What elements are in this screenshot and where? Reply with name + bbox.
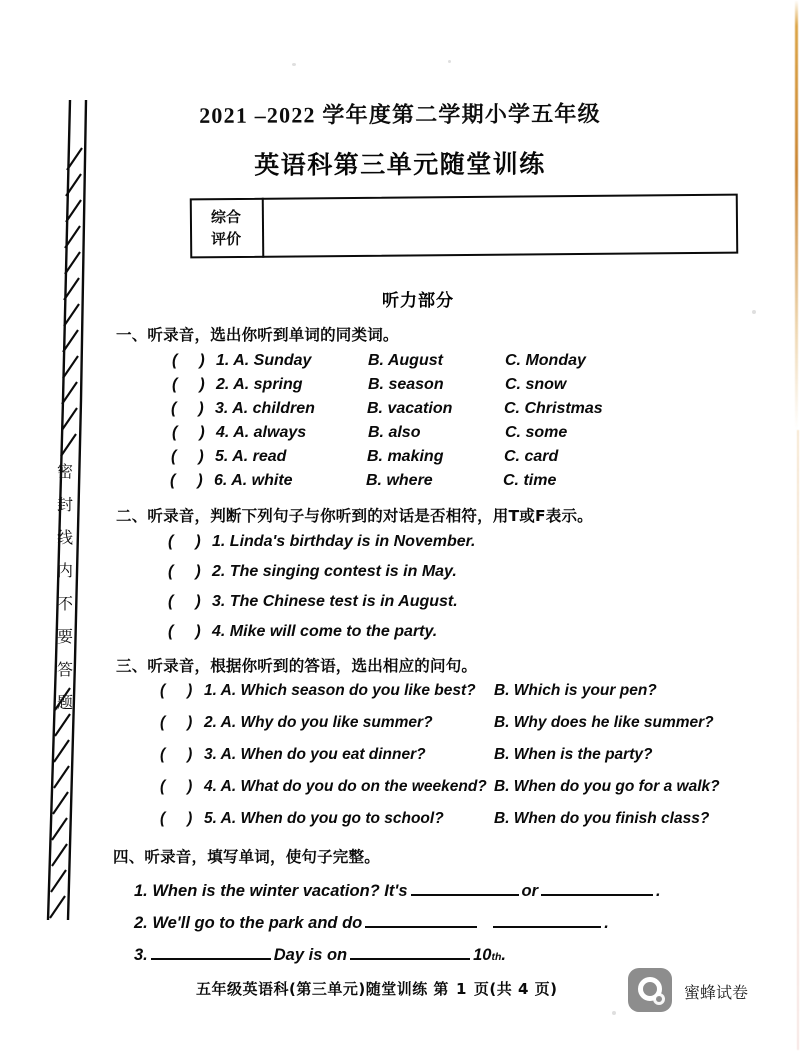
listening-part-title: 听力部分	[382, 291, 454, 311]
answer-blank[interactable]	[365, 911, 477, 928]
page-footer	[196, 978, 557, 999]
item-number: 3.	[212, 593, 226, 610]
answer-bracket[interactable]: ( )	[160, 778, 193, 795]
answer-bracket[interactable]: ( )	[171, 448, 204, 465]
page-number: 1	[455, 980, 467, 998]
brand-logo-icon	[628, 968, 672, 1012]
brand-name: 蜜蜂试卷	[684, 983, 749, 1002]
item-number: 2.	[134, 914, 148, 932]
option-b: B. When do you go for a walk?	[494, 778, 720, 795]
option-b: B. vacation	[367, 400, 453, 417]
item-number: 3.	[204, 746, 217, 763]
exam-title-line2: 英语科第三单元随堂训练	[254, 149, 546, 180]
section-2-item	[168, 623, 437, 641]
answer-blank[interactable]	[151, 943, 271, 960]
footer-text-right: 页(共 4 页)	[473, 980, 558, 998]
answer-blank[interactable]	[411, 879, 519, 896]
sealing-line-text	[50, 455, 80, 719]
sentence-middle: or	[521, 882, 538, 900]
item-number: 1.	[212, 533, 226, 550]
sentence-suffix: .	[604, 914, 609, 932]
option-c: C. Monday	[505, 352, 586, 369]
item-number: 4.	[204, 778, 217, 795]
answer-blank[interactable]	[541, 879, 653, 896]
item-number: 1.	[134, 882, 148, 900]
option-b: B. When is the party?	[494, 746, 653, 763]
item-number: 4.	[216, 424, 230, 441]
answer-blank[interactable]	[350, 943, 470, 960]
exam-title-line1: 2021 –2022 学年度第二学期小学五年级	[199, 101, 601, 128]
item-number: 2.	[216, 376, 230, 393]
option-a: A. Why do you like summer?	[220, 714, 433, 731]
answer-bracket[interactable]: ( )	[160, 714, 193, 731]
sentence-suffix: .	[656, 882, 661, 900]
section-3-item	[160, 714, 714, 732]
section-3-item	[160, 746, 652, 764]
seal-char: 不	[56, 594, 73, 613]
ordinal-number: 10	[473, 946, 492, 964]
answer-bracket[interactable]: ( )	[168, 623, 201, 640]
section-2-item	[168, 533, 475, 551]
option-b: B. August	[368, 352, 443, 369]
evaluation-label-line2: 评价	[211, 229, 242, 249]
seal-char: 线	[56, 528, 73, 547]
statement-text: The Chinese test is in August.	[229, 593, 458, 610]
option-b: B. Why does he like summer?	[494, 714, 714, 731]
answer-bracket[interactable]: ( )	[170, 472, 203, 489]
section-2-heading: 二、听录音，判断下列句子与你听到的对话是否相符，用T或F表示。	[116, 507, 593, 525]
item-number: 6.	[214, 472, 228, 489]
section-1-item	[172, 424, 567, 442]
section-4-heading: 四、听录音，填写单词，使句子完整。	[113, 848, 380, 866]
section-2-item	[168, 563, 457, 581]
section-4-fill-item	[134, 879, 661, 901]
section-1-item	[171, 400, 603, 418]
section-1-item	[170, 472, 556, 490]
option-a: A. children	[232, 400, 315, 417]
item-number: 3.	[215, 400, 229, 417]
option-b: B. When do you finish class?	[494, 810, 710, 827]
sentence-prefix: When is the winter vacation? It's	[152, 882, 408, 900]
section-3-item	[160, 778, 720, 796]
section-4-fill-item	[134, 911, 609, 933]
answer-blank[interactable]	[493, 911, 601, 928]
evaluation-box	[190, 194, 739, 259]
scan-speck	[448, 60, 451, 63]
answer-bracket[interactable]: ( )	[171, 400, 204, 417]
option-c: C. snow	[505, 376, 567, 393]
answer-bracket[interactable]: ( )	[172, 376, 205, 393]
section-1-item	[172, 352, 586, 370]
option-c: C. some	[505, 424, 568, 441]
option-c: C. card	[504, 448, 559, 465]
option-b: B. also	[368, 424, 421, 441]
option-a: A. Sunday	[233, 352, 312, 369]
section-1-item	[172, 376, 566, 394]
option-b: B. making	[367, 448, 444, 465]
item-number: 5.	[204, 810, 217, 827]
item-number: 1.	[216, 352, 230, 369]
seal-char: 封	[56, 495, 73, 514]
item-number: 2.	[212, 563, 226, 580]
option-c: C. time	[503, 472, 557, 489]
option-a: A. What do you do on the weekend?	[220, 778, 487, 795]
answer-bracket[interactable]: ( )	[172, 424, 205, 441]
section-3-heading: 三、听录音，根据你听到的答语，选出相应的问句。	[116, 657, 478, 675]
evaluation-label-line1: 综合	[210, 207, 241, 227]
answer-bracket[interactable]: ( )	[168, 533, 201, 550]
scan-edge-artifact-lower	[797, 430, 799, 1050]
section-3-item	[160, 810, 709, 828]
answer-bracket[interactable]: ( )	[160, 682, 193, 699]
option-a: A. When do you go to school?	[220, 810, 444, 827]
sentence-prefix: We'll go to the park and do	[152, 914, 363, 932]
seal-char: 密	[56, 462, 73, 481]
option-a: A. read	[232, 448, 287, 465]
logo-bee-shape	[653, 993, 665, 1005]
answer-bracket[interactable]: ( )	[160, 746, 193, 763]
statement-text: The singing contest is in May.	[229, 563, 457, 580]
item-number: 5.	[215, 448, 229, 465]
section-1-heading: 一、听录音，选出你听到单词的同类词。	[116, 326, 399, 344]
sentence-suffix: .	[501, 946, 506, 964]
item-number: 4.	[212, 623, 226, 640]
option-b: B. where	[366, 472, 433, 489]
option-a: A. spring	[233, 376, 303, 393]
answer-bracket[interactable]: ( )	[172, 352, 205, 369]
option-c: C. Christmas	[504, 400, 603, 417]
option-a: A. always	[233, 424, 307, 441]
scan-speck	[292, 63, 296, 66]
seal-char: 答	[56, 660, 73, 679]
seal-char: 要	[56, 627, 73, 646]
scan-edge-artifact-right	[795, 0, 798, 430]
answer-bracket[interactable]: ( )	[168, 593, 201, 610]
section-2-item	[168, 593, 458, 611]
item-number: 1.	[204, 682, 217, 699]
seal-char: 内	[56, 561, 73, 580]
item-number: 3.	[134, 946, 148, 964]
statement-text: Linda's birthday is in November.	[229, 533, 476, 550]
sentence-middle: Day is on	[273, 946, 348, 964]
answer-bracket[interactable]: ( )	[160, 810, 193, 827]
section-4-fill-item	[134, 943, 506, 965]
scan-speck	[612, 1011, 616, 1015]
ordinal-suffix: th	[491, 951, 502, 963]
section-3-item	[160, 682, 657, 700]
option-a: A. Which season do you like best?	[220, 682, 476, 699]
footer-text-left: 五年级英语科(第三单元)随堂训练 第	[196, 980, 449, 998]
seal-char: 题	[56, 693, 73, 712]
statement-text: Mike will come to the party.	[229, 623, 438, 640]
option-a: A. white	[231, 472, 293, 489]
evaluation-box-label	[190, 198, 263, 259]
section-1-item	[171, 448, 558, 466]
option-b: B. Which is your pen?	[494, 682, 657, 699]
item-number: 2.	[204, 714, 217, 731]
option-b: B. season	[368, 376, 444, 393]
answer-bracket[interactable]: ( )	[168, 563, 201, 580]
option-a: A. When do you eat dinner?	[220, 746, 426, 763]
evaluation-box-frame	[190, 194, 739, 259]
